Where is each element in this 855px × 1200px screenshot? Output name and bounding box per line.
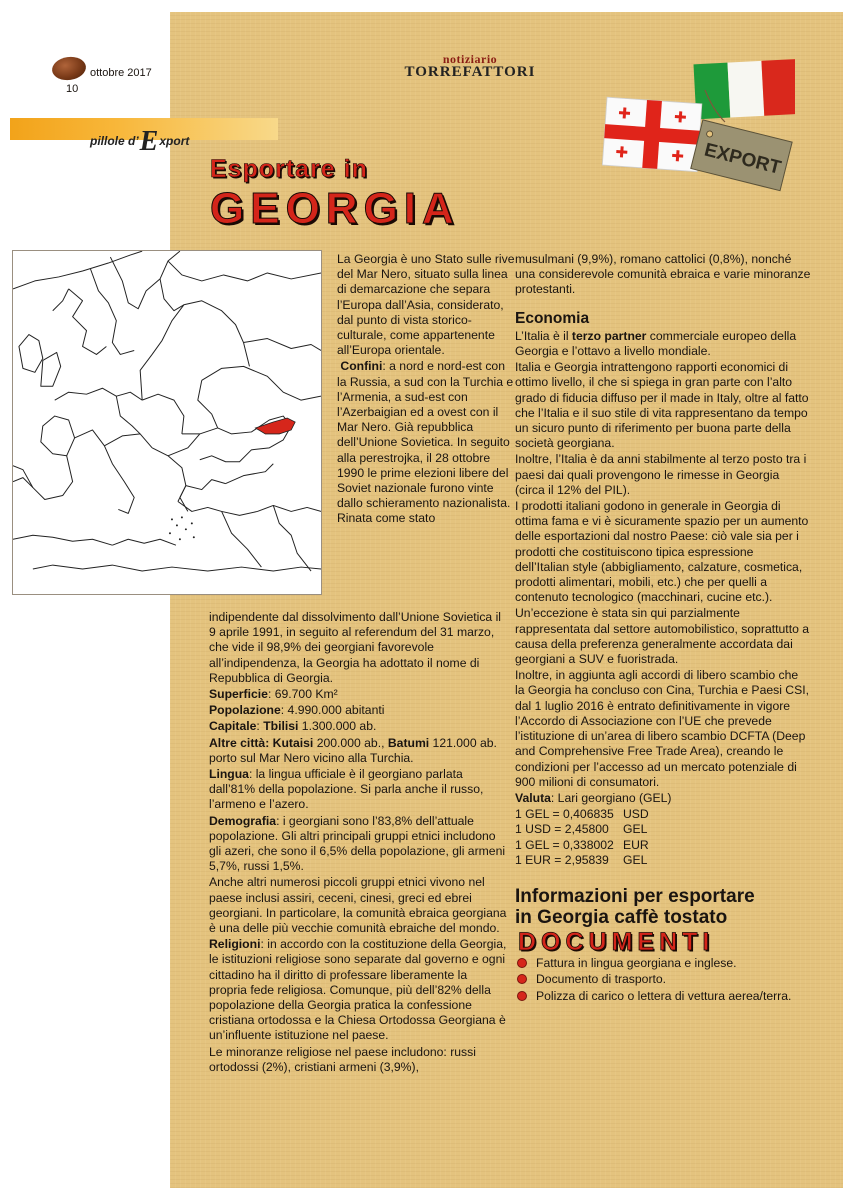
title-line-2: GEORGIA <box>210 184 460 233</box>
exchange-rates <box>515 807 811 868</box>
masthead-torrefattori: TORREFATTORI <box>404 64 536 80</box>
export-tag-text: EXPORT <box>702 139 783 179</box>
right-column <box>515 252 811 1005</box>
minoranze-paragraph: Le minoranze religiose nel paese includono: russi ortodossi (2%), cristiani armeni (3,9%), <box>209 1044 476 1074</box>
list-item: Polizza di carico o lettera di vettura aerea/terra. <box>515 989 811 1004</box>
documents-list <box>515 956 811 1004</box>
demografia-paragraph: Demografia: i georgiani sono l’83,8% dell’attuale popolazione. Gli altri principali gruppi etnici includono gli azeri, che sono il 6,5% della popolazione, gli armeni 5,7%, russi 1,5%. <box>209 813 506 874</box>
documenti-heading: DOCUMENTI <box>518 927 715 956</box>
flags-illustration <box>595 52 795 212</box>
economia-paragraph-6: Inoltre, in aggiunta agli accordi di libero scambio che la Georgia ha concluso con Cina, Turchia e Paesi CSI, dal 1 luglio 2016 è entrato definitivamente in vigore l’Accordo di Associazione con l’UE che prevede l’istituzione di un’area di libero scambio DCFTA (Deep and Comprehensive Free Trade Area), creando le condizioni per l’accesso ad un mercato potenziale di 900 milioni di consumatori. <box>515 668 810 789</box>
confini-paragraph: Confini: a nord e nord-est con la Russia, a sud con la Turchia e l’Armenia, a sud-est con l’Azerbaigian ed a ovest con il Mar Nero. Già repubblica dell’Unione Sovietica. In seguito alla perestrojka, il 28 ottobre 1990 le prime elezioni libere del Soviet nazionale furono vinte dallo schieramento nazionalista. Rinata come stato <box>337 359 514 526</box>
exchange-row: 1 GEL = 0,338002 EUR <box>515 837 649 852</box>
coffee-bean-icon <box>51 55 88 83</box>
issue-date: ottobre 2017 <box>90 67 152 79</box>
export-tag <box>691 120 792 191</box>
page-number: 10 <box>66 83 79 95</box>
bullet-icon <box>517 991 527 1001</box>
exchange-row: 1 EUR = 2,95839 GEL <box>515 852 648 867</box>
list-item: Fattura in lingua georgiana e inglese. <box>515 956 811 971</box>
section-label: pillole d’Export <box>90 126 190 157</box>
religioni-paragraph: Religioni: in accordo con la costituzione della Georgia, le istituzioni religiose sono separate dal governo e ogni cittadino ha il diritto di professare liberamente la propria fede religiosa. Comunque, più dell’82% della popolazione della Georgia pratica la confessione cristiana ortodossa e la Chiesa Ortodossa Georgiana è un’influente istituzione nel paese. <box>209 937 507 1043</box>
economia-paragraph-3: Inoltre, l’Italia è da anni stabilmente al terzo posto tra i paesi dai quali provengono le rimesse in Georgia (circa il 12% del PIL). <box>515 452 807 497</box>
list-item: Documento di trasporto. <box>515 972 811 987</box>
capitale-line: Capitale: Tbilisi 1.300.000 ab. <box>209 719 377 734</box>
europe-map-image <box>12 250 322 595</box>
georgia-highlight <box>255 418 295 434</box>
masthead-notiziario: notiziario <box>442 52 498 66</box>
religion-continuation: musulmani (9,9%), romano cattolici (0,8%), nonché una considerevole comunità ebraica e varie minoranze protestanti. <box>515 252 811 297</box>
valuta-line: Valuta: Lari georgiano (GEL) <box>515 790 672 805</box>
info-heading: Informazioni per esportare in Georgia caffè tostato <box>515 885 755 928</box>
economia-paragraph-4: I prodotti italiani godono in generale in Georgia di ottima fama e vi è sicuramente spazio per un aumento delle esportazioni dal nostro Paese: ciò vale sia per i prodotti che costituiscono tipica espressione dell’Italian style (abbigliamento, calzature, cosmetica, prodotti alimentari, mobili, etc.) che per quelli a contenuto tecnologico (macchinari, cucine etc.). <box>515 499 809 605</box>
section-e-letter: E <box>139 126 159 157</box>
georgian-flag-icon <box>602 97 702 171</box>
economia-heading: Economia <box>515 309 590 327</box>
intro-column <box>337 252 515 528</box>
masthead <box>380 53 560 80</box>
ethnic-groups-paragraph: Anche altri numerosi piccoli gruppi etnici vivono nel paese inclusi assiri, ceceni, cinesi, greci ed ebrei georgiani. In particolare, la comunità ebraica georgiana è una delle più vecchie comunità ebraiche del mondo. <box>209 875 507 936</box>
title-line-1: Esportare in <box>210 155 368 183</box>
bullet-icon <box>517 958 527 968</box>
altre-citta-line: Altre città: Kutaisi 200.000 ab., Batumi 121.000 ab. porto sul Mar Nero vicino alla Turchia. <box>209 735 497 765</box>
popolazione-line: Popolazione: 4.990.000 abitanti <box>209 703 385 718</box>
italian-flag-icon <box>693 59 795 119</box>
bullet-icon <box>517 974 527 984</box>
intro-paragraph: La Georgia è uno Stato sulle rive del Mar Nero, situato sulla linea di demarcazione che separa l’Europa dall’Asia, considerato, dal punto di vista storico-culturale, come appartenente all’Europa orientale. <box>337 252 515 358</box>
exchange-row: 1 GEL = 0,406835 USD <box>515 807 649 822</box>
lingua-paragraph: Lingua: la lingua ufficiale è il georgiano parlata dall’81% della popolazione. Si parla anche il russo, l’armeno e l’azero. <box>209 767 484 812</box>
superficie-line: Superficie: 69.700 Km² <box>209 687 338 702</box>
independence-paragraph: indipendente dal dissolvimento dall’Unione Sovietica il 9 aprile 1991, in seguito al referendum del 31 marzo, che vide il 98,9% dei georgiani favorevole all’indipendenza, la Georgia ha adottato il nome di Repubblica di Georgia. <box>209 610 502 685</box>
economia-paragraph-1: L’Italia è il terzo partner commerciale europeo della Georgia e l’ottavo a livello mondiale. <box>515 328 797 359</box>
left-column <box>209 610 507 1076</box>
economia-paragraph-5: Un’eccezione è stata sin qui parzialmente rappresentata dal settore automobilistico, soprattutto a causa della preferenza generalmente accordata dai georgiani a SUV e fuoristrada. <box>515 606 810 667</box>
economia-paragraph-2: Italia e Georgia intrattengono rapporti economici di ottimo livello, il che si spiega in gran parte con l’alto grado di fiducia diffuso per il made in Italy, oltre al fatto che l’Italia e il suo stile di vita rappresentano da tempo un sicuro punto di riferimento per buona parte della società georgiana. <box>515 360 809 451</box>
exchange-row: 1 USD = 2,45800 GEL <box>515 822 648 837</box>
